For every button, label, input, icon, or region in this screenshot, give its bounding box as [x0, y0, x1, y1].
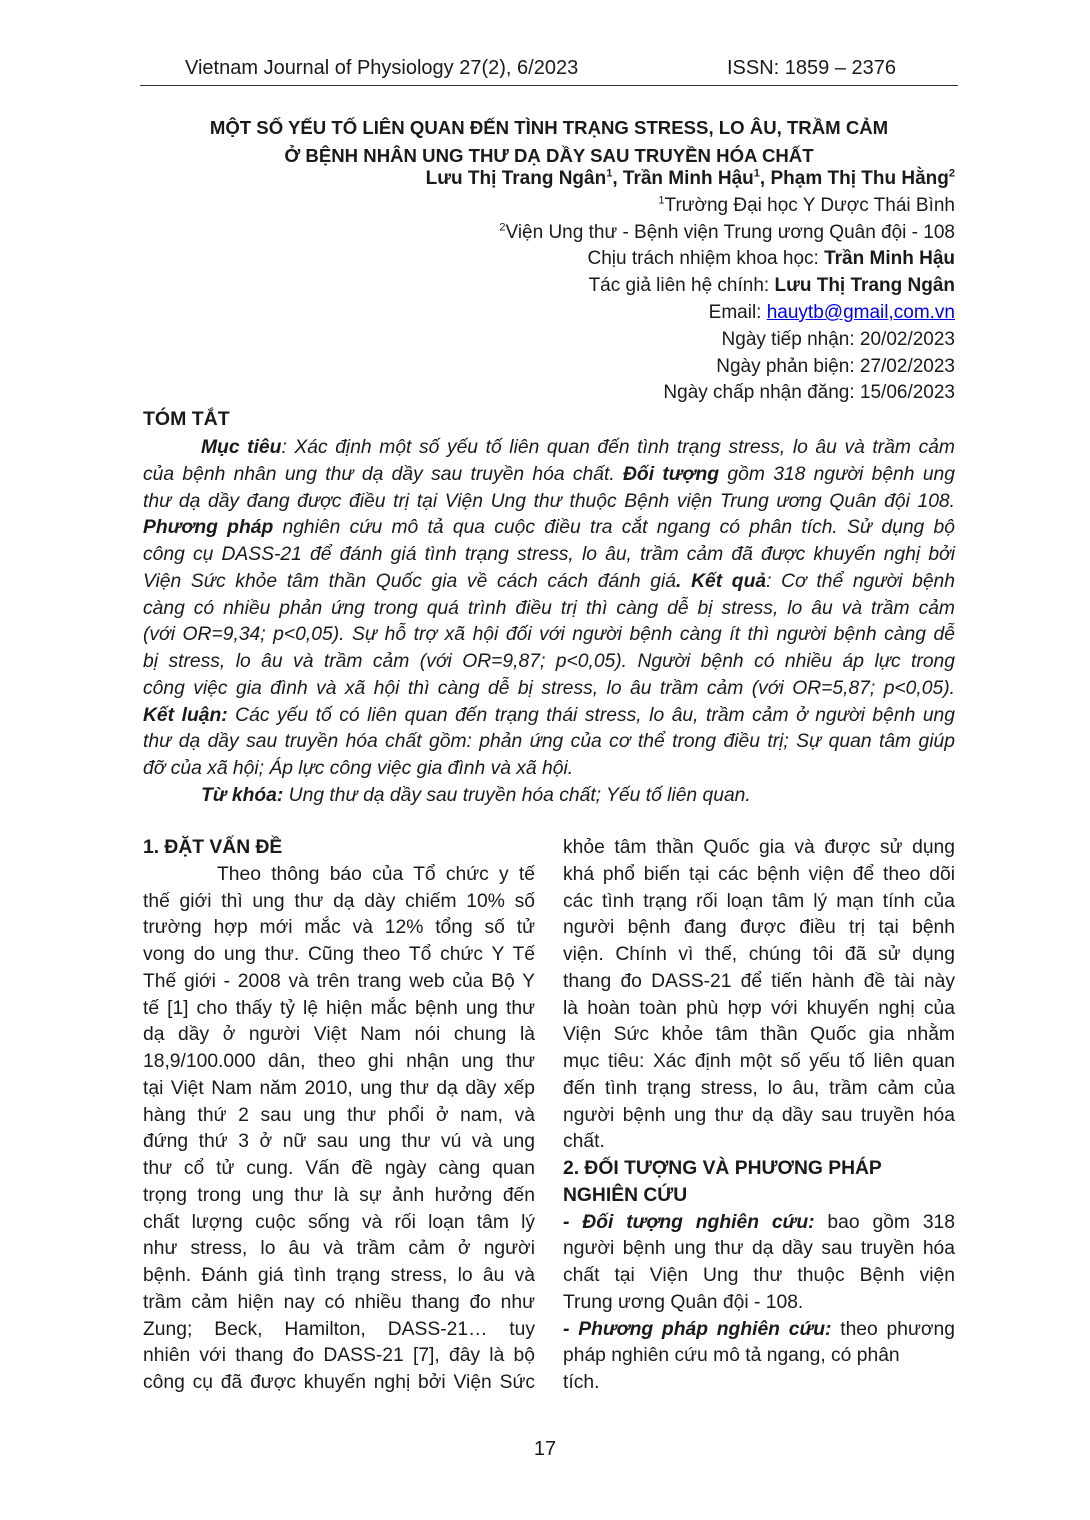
date-reviewed: Ngày phản biện: 27/02/2023 [716, 355, 955, 377]
aff-sup: 2 [499, 221, 506, 234]
emphasis-run: thư dạ dầy sau truyền hóa chất gồm: phản ứng của cơ thể trong điều trị; Sự quan tâm giúp [143, 731, 955, 753]
text-line [143, 1183, 535, 1210]
text-line [143, 969, 535, 996]
aff-text: Viện Ung thư - Bệnh viện Trung ương Quân đội - 108 [505, 221, 955, 243]
text-run: hàng thứ 2 sau ung thư phổi ở nam, và [143, 1104, 535, 1126]
text-line [143, 1317, 535, 1344]
text-run: dạ dầy ở người Việt Nam nói chung là [143, 1024, 535, 1046]
text-line [563, 1129, 955, 1156]
emphasis-run: nghiên cứu mô tả qua cuộc điều tra cắt ngang có phân tích. Sử dụng bộ [273, 517, 955, 539]
text-run: vong do ung thư. Cũng theo Tổ chức Y Tế [143, 944, 535, 965]
author-sup: 1 [753, 167, 760, 180]
text-line [143, 1049, 535, 1076]
right-column [563, 835, 955, 1397]
left-column [143, 835, 535, 1397]
text-line [563, 1049, 955, 1076]
text-line [143, 756, 955, 783]
abstract-body [143, 435, 955, 810]
text-line [143, 489, 955, 516]
emphasis-run: Đối tượng [623, 463, 720, 485]
affiliation [426, 220, 955, 247]
text-line [143, 889, 535, 916]
text-run: tế [1] cho thấy tỷ lệ hiện mắc bệnh ung thư [143, 997, 535, 1019]
aff-text: Trường Đại học Y Dược Thái Bình [664, 194, 955, 216]
text-run: viện. Chính vì thế, chúng tôi đã sử dụng [563, 944, 955, 965]
text-run: Viện Sức khỏe tâm thần Quốc gia nhằm [563, 1024, 955, 1046]
text-run: đứng thứ 3 ở nữ sau ung thư vú và ung [143, 1131, 535, 1153]
text-line [563, 1263, 955, 1290]
emphasis-run: công cụ DASS-21 để đánh giá tình trạng stress, lo âu, trầm cảm đã được khuyến nghị bởi [143, 544, 955, 565]
text-line [143, 1370, 535, 1397]
text-line [563, 942, 955, 969]
text-run: khá phổ biến tại các bệnh viện để theo dõi [563, 863, 955, 885]
text-run: khỏe tâm thần Quốc gia và được sử dụng [563, 837, 955, 858]
text-run: người bệnh đang được điều trị tại bệnh [563, 917, 955, 939]
corresponding-author [426, 273, 955, 300]
emphasis-run: Mục tiêu [201, 437, 282, 458]
text-line [143, 1103, 535, 1130]
text-line [143, 783, 955, 810]
text-run: đến tình trạng stress, lo âu, trầm cảm của [563, 1077, 955, 1099]
emphasis-run: 2. ĐỐI TƯỢNG VÀ PHƯƠNG PHÁP [563, 1158, 882, 1179]
emphasis-run: - Đối tượng nghiên cứu: [563, 1211, 815, 1233]
text-line [143, 1290, 535, 1317]
text-run: Thế giới - 2008 và trên trang web của Bộ Y [143, 970, 535, 992]
text-run: bao gồm 318 [814, 1211, 955, 1233]
text-line [143, 1263, 535, 1290]
responsible-author [426, 246, 955, 273]
author-sup: 2 [948, 167, 955, 180]
text-run: chất lượng cuộc sống và rối loạn tâm lý [143, 1211, 535, 1233]
emphasis-run: Ung thư dạ dầy sau truyền hóa chất; Yếu tố liên quan. [283, 784, 751, 806]
text-line [143, 1076, 535, 1103]
text-line [143, 703, 955, 730]
name: Lưu Thị Trang Ngân [774, 275, 955, 297]
text-line [143, 462, 955, 489]
text-line [143, 649, 955, 676]
affiliation [426, 193, 955, 220]
text-run: thế giới thì ung thư dạ dày chiếm 10% số [143, 890, 535, 912]
text-run: trường hợp mới mắc và 12% tổng số tử [143, 917, 535, 939]
text-line [143, 1343, 535, 1370]
text-line [143, 435, 955, 462]
text-run: các tình trạng rối loạn tâm lý mạn tính của [563, 890, 955, 912]
journal-header: Vietnam Journal of Physiology 27(2), 6/2023 [185, 57, 579, 79]
emphasis-run: : Cơ thể người bệnh [766, 570, 955, 592]
title-line-1: MỘT SỐ YẾU TỐ LIÊN QUAN ĐẾN TÌNH TRẠNG STRESS, LO ÂU, TRẦM CẢM [209, 117, 889, 138]
text-line [143, 1022, 535, 1049]
date-accepted: Ngày chấp nhận đăng: 15/06/2023 [663, 382, 955, 404]
email-link[interactable]: hauytb@gmail,com.vn [766, 301, 955, 323]
text-line [563, 1236, 955, 1263]
text-run: theo phương [831, 1318, 955, 1340]
text-line [143, 1129, 535, 1156]
text-line [143, 515, 955, 542]
emphasis-run: gồm 318 người bệnh ung [719, 463, 955, 485]
text-run: Zung; Beck, Hamilton, DASS-21… tuy [143, 1318, 535, 1340]
text-run: thư cổ tử cung. Vấn đề ngày càng quan [143, 1158, 535, 1179]
emphasis-run: Phương pháp [143, 517, 274, 539]
text-line [563, 1317, 955, 1344]
text-run: thang đo DASS-21 để tiến hành đề tài này [563, 970, 955, 992]
emphasis-run: NGHIÊN CỨU [563, 1184, 688, 1206]
email-row [426, 300, 955, 327]
emphasis-run: Kết luận: [143, 704, 228, 726]
text-run: tại Việt Nam năm 2010, ung thư dạ dầy xếp [143, 1077, 535, 1099]
text-run: bệnh. Đánh giá tình trạng stress, lo âu và [143, 1265, 535, 1286]
text-run: trầm cảm hiện nay có nhiều thang đo như [143, 1291, 535, 1313]
emphasis-run: - Phương pháp nghiên cứu: [563, 1318, 832, 1340]
author: Lưu Thị Trang Ngân [425, 168, 607, 189]
emphasis-run: của bệnh nhân ung thư dạ dầy sau truyền hóa chất. [143, 463, 623, 485]
text-line [143, 596, 955, 623]
emphasis-run: bị stress, lo âu và trầm cảm (với OR=9,87; p<0,05). Người bệnh có nhiều áp lực trong [143, 651, 955, 672]
emphasis-run: Các yếu tố có liên quan đến trạng thái stress, lo âu, trầm cảm ở người bệnh ung [227, 704, 955, 726]
text-run: Theo thông báo của Tổ chức y tế [217, 863, 535, 885]
text-line [143, 1210, 535, 1237]
date-received: Ngày tiếp nhận: 20/02/2023 [721, 328, 955, 350]
text-line [143, 1156, 535, 1183]
text-line [563, 1343, 955, 1370]
text-run: pháp nghiên cứu mô tả ngang, có phân [563, 1345, 900, 1367]
text-run: như stress, lo âu và trầm cảm ở người [143, 1238, 535, 1260]
text-run: người bệnh ung thư dạ dầy sau truyền hóa [563, 1104, 955, 1126]
label: Chịu trách nhiệm khoa học: [587, 248, 825, 270]
author: Phạm Thị Thu Hằng [770, 168, 949, 189]
text-run: mục tiêu: Xác định một số yếu tố liên quan [563, 1051, 955, 1072]
text-line [143, 835, 535, 862]
text-line [563, 862, 955, 889]
author-sup: 1 [606, 167, 613, 180]
text-run: trọng trong ung thư là sự ảnh hưởng đến [143, 1184, 535, 1206]
text-line [563, 996, 955, 1023]
text-run: chất tại Viện Ung thư thuộc Bệnh viện [563, 1265, 955, 1286]
emphasis-run: Viện Sức khỏe tâm thần Quốc gia về cách cách đánh giá [143, 570, 677, 592]
author-list [426, 166, 955, 193]
text-line [143, 542, 955, 569]
emphasis-run: . Kết quả [676, 570, 767, 592]
text-run: chất. [563, 1131, 605, 1153]
text-run: công cụ đã được khuyến nghị bởi Viện Sức [143, 1372, 535, 1393]
text-line [143, 996, 535, 1023]
text-run: 18,9/100.000 dân, theo ghi nhận ung thư [143, 1051, 535, 1072]
emphasis-run: 1. ĐẶT VẤN ĐỀ [143, 837, 283, 858]
author: Trần Minh Hậu [622, 168, 754, 189]
emphasis-run: công việc gia đình và xã hội thì càng dễ bị stress, lo âu trầm cảm (với OR=5,87; p<0,05). [143, 677, 955, 699]
text-line [143, 862, 535, 889]
header-divider [140, 85, 958, 86]
text-run: Trung ương Quân đội - 108. [563, 1291, 804, 1313]
sep: , [759, 168, 771, 189]
page-number: 17 [533, 1438, 557, 1460]
article-title [140, 114, 958, 170]
text-line [563, 835, 955, 862]
text-line [563, 1022, 955, 1049]
text-line [563, 1076, 955, 1103]
label: Email: [708, 301, 767, 323]
text-line [563, 1103, 955, 1130]
abstract-heading: TÓM TẮT [143, 408, 230, 430]
text-line [563, 1156, 955, 1183]
emphasis-run: càng có nhiều phản ứng trong quá trình điều trị thì càng dễ bị stress, lo âu và trầm cảm [143, 597, 955, 619]
label: Tác giả liên hệ chính: [588, 275, 775, 297]
text-line [563, 915, 955, 942]
emphasis-run: thư dạ dầy đang được điều trị tại Viện Ung thư thuộc Bệnh viện Trung ương Quân đội 108. [143, 490, 955, 512]
sep: , [612, 168, 623, 189]
issn-header: ISSN: 1859 – 2376 [727, 57, 897, 79]
text-run: người bệnh ung thư dạ dầy sau truyền hóa [563, 1238, 955, 1260]
text-line [563, 969, 955, 996]
text-line [143, 1236, 535, 1263]
emphasis-run: đỡ của xã hội; Áp lực công việc gia đình và xã hội. [143, 758, 574, 779]
name: Trần Minh Hậu [824, 248, 955, 270]
text-line [143, 622, 955, 649]
text-line [563, 1210, 955, 1237]
title-line-2: Ở BỆNH NHÂN UNG THƯ DẠ DẦY SAU TRUYỀN HÓA CHẤT [284, 145, 814, 166]
text-line [143, 915, 535, 942]
text-line [563, 1370, 955, 1397]
article-metadata [426, 166, 955, 407]
text-line [563, 1290, 955, 1317]
text-line [563, 889, 955, 916]
emphasis-run: (với OR=9,34; p<0,05). Sự hỗ trợ xã hội đối với người bệnh càng ít thì người bệnh càng dễ [143, 624, 955, 646]
text-run: là hoàn toàn phù hợp với khuyến nghị của [563, 997, 955, 1019]
text-line [563, 1183, 955, 1210]
aff-sup: 1 [658, 194, 665, 207]
text-run: nhiên với thang đo DASS-21 [7], đây là bộ [143, 1345, 535, 1367]
emphasis-run: Từ khóa: [201, 784, 284, 806]
emphasis-run: : Xác định một số yếu tố liên quan đến tình trạng stress, lo âu và trầm cảm [281, 437, 955, 458]
text-line [143, 729, 955, 756]
text-line [143, 676, 955, 703]
text-run: tích. [563, 1372, 600, 1393]
text-line [143, 569, 955, 596]
text-line [143, 942, 535, 969]
